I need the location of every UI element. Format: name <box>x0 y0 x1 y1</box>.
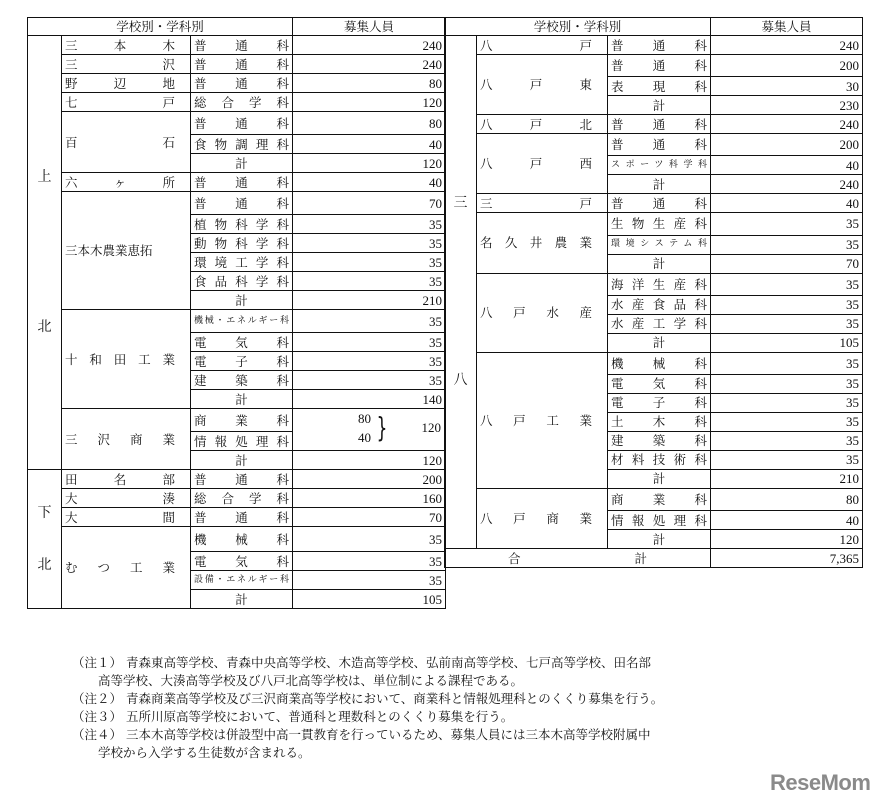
capacity-count: 200 <box>711 55 863 77</box>
school-name: 八戸水産 <box>480 305 592 321</box>
capacity-count: 240 <box>711 115 863 134</box>
table-row <box>28 112 446 135</box>
department-name: 普通科 <box>194 195 290 211</box>
department-cell <box>191 552 293 571</box>
grand-total-label <box>445 549 711 568</box>
capacity-count: 35 <box>293 253 446 272</box>
region-char: 下 <box>37 505 52 522</box>
school-name-cell <box>477 134 608 194</box>
department-name: 普通科 <box>611 116 708 132</box>
department-cell <box>191 470 293 489</box>
table-row <box>28 527 446 552</box>
department-cell <box>191 310 293 333</box>
department-name: 計 <box>235 292 248 308</box>
region-char: 北 <box>37 319 52 336</box>
department-cell <box>191 508 293 527</box>
capacity-count: 35 <box>711 374 863 393</box>
department-cell <box>608 77 711 96</box>
school-name-cell <box>62 55 191 74</box>
subtotal-label <box>191 590 293 609</box>
department-cell <box>191 36 293 55</box>
resemom-logo: ReseMom <box>770 770 871 795</box>
department-cell <box>191 234 293 253</box>
department-name: 計 <box>652 471 666 487</box>
department-cell <box>191 112 293 135</box>
department-name: スポーツ科学科 <box>611 159 708 170</box>
school-name: 八戸工業 <box>480 412 592 428</box>
capacity-count: 80 <box>293 112 446 135</box>
department-cell <box>191 173 293 192</box>
department-cell <box>191 352 293 371</box>
capacity-count: 40 <box>711 194 863 213</box>
capacity-count: 35 <box>293 571 446 590</box>
department-name: 建築科 <box>194 372 290 388</box>
school-name-cell <box>62 310 191 409</box>
subtotal-label <box>191 451 293 470</box>
capacity-count: 35 <box>293 234 446 253</box>
grand-total-value: 7,365 <box>711 549 863 568</box>
table-row <box>28 93 446 112</box>
school-name-cell <box>62 93 191 112</box>
header-capacity: 募集人員 <box>293 18 446 36</box>
school-name: 八戸商業 <box>480 511 592 527</box>
department-cell <box>608 156 711 175</box>
capacity-count: 120 <box>293 93 446 112</box>
department-name: 普通科 <box>194 471 290 487</box>
department-name: 電気科 <box>194 553 290 569</box>
capacity-table-right <box>444 17 863 568</box>
department-cell <box>191 135 293 154</box>
school-name: 三沢商業 <box>65 431 175 447</box>
table-row <box>28 508 446 527</box>
school-name: 八戸東 <box>480 77 592 93</box>
department-name: 商業科 <box>611 492 708 508</box>
department-name: 計 <box>652 176 666 192</box>
sub-count: 80 <box>358 411 372 427</box>
department-name: 普通科 <box>194 37 290 53</box>
department-cell <box>608 194 711 213</box>
subtotal-count: 70 <box>711 254 863 273</box>
department-name: 食品科学科 <box>194 273 290 289</box>
department-name: 情報処理科 <box>194 433 290 449</box>
department-name: 水産工学科 <box>611 316 708 332</box>
school-name: 百石 <box>65 134 175 150</box>
table-row <box>445 488 863 510</box>
capacity-count: 35 <box>293 352 446 371</box>
school-name-cell <box>477 194 608 213</box>
note-line: （注１） 青森東高等学校、青森中央高等学校、木造高等学校、弘前南高等学校、七戸高等学校、田名部 <box>72 655 651 670</box>
subtotal-count: 105 <box>293 590 446 609</box>
department-cell <box>608 55 711 77</box>
table-row <box>445 36 863 55</box>
region-char: 北 <box>37 556 52 573</box>
school-name: 大湊 <box>65 490 175 506</box>
school-name-cell <box>477 55 608 115</box>
school-name-cell <box>62 36 191 55</box>
department-cell <box>608 488 711 510</box>
department-name: 動物科学科 <box>194 235 290 251</box>
subtotal-count: 210 <box>293 291 446 310</box>
department-name: 情報処理科 <box>611 512 708 528</box>
capacity-count: 35 <box>711 412 863 431</box>
table-row <box>28 55 446 74</box>
subtotal-label <box>608 254 711 273</box>
school-name-cell <box>62 74 191 93</box>
capacity-count: 40 <box>293 135 446 154</box>
department-name: 電気科 <box>611 376 708 392</box>
department-cell <box>608 314 711 333</box>
capacity-count: 35 <box>711 273 863 295</box>
capacity-count: 240 <box>293 36 446 55</box>
school-name: 三戸 <box>480 195 592 211</box>
capacity-count: 40 <box>711 511 863 530</box>
department-cell <box>191 192 293 215</box>
department-name: 商業科 <box>194 412 290 428</box>
department-cell <box>191 432 293 451</box>
department-cell <box>191 253 293 272</box>
subtotal-count: 230 <box>711 96 863 115</box>
department-name: 電子科 <box>611 395 708 411</box>
table-row <box>28 36 446 55</box>
capacity-count: 240 <box>293 55 446 74</box>
department-cell <box>608 115 711 134</box>
department-name: 普通科 <box>611 195 708 211</box>
subtotal-count: 210 <box>711 469 863 488</box>
department-name: 普通科 <box>194 509 290 525</box>
capacity-count: 30 <box>711 77 863 96</box>
capacity-count: 40 <box>711 156 863 175</box>
school-name-cell <box>62 173 191 192</box>
department-name: 土木科 <box>611 414 708 430</box>
department-name: 植物科学科 <box>194 216 290 232</box>
department-cell <box>608 134 711 156</box>
region-char: 上 <box>37 169 52 186</box>
department-cell <box>608 36 711 55</box>
department-name: 普通科 <box>611 37 708 53</box>
department-name: 機械・エネルギー科 <box>194 315 290 326</box>
department-name: 普通科 <box>194 115 290 131</box>
capacity-count: 80 <box>293 74 446 93</box>
capacity-count: 70 <box>293 192 446 215</box>
table-row <box>445 55 863 77</box>
department-name: 機械科 <box>611 355 708 371</box>
department-cell <box>608 213 711 235</box>
school-name-cell <box>62 470 191 489</box>
school-name: 六ヶ所 <box>65 174 175 190</box>
combined-count: 120 <box>421 420 442 436</box>
capacity-count: 200 <box>711 134 863 156</box>
department-name: 環境システム科 <box>611 239 708 250</box>
department-cell <box>608 393 711 412</box>
department-name: 計 <box>235 391 248 407</box>
brace-icon: } <box>376 411 388 445</box>
department-name: 計 <box>652 335 666 351</box>
department-cell <box>191 489 293 508</box>
department-name: 食物調理科 <box>194 136 290 152</box>
header-school-dept: 学校別・学科別 <box>445 18 711 36</box>
school-name: むつ工業 <box>65 560 175 576</box>
department-name: 計 <box>652 531 666 547</box>
table-row <box>445 134 863 156</box>
table-row <box>445 213 863 235</box>
header-school-dept: 学校別・学科別 <box>28 18 293 36</box>
department-name: 計 <box>235 591 248 607</box>
capacity-count: 35 <box>711 431 863 450</box>
school-name-cell <box>477 352 608 488</box>
school-name: 八戸北 <box>480 116 592 132</box>
school-name-cell <box>477 115 608 134</box>
school-name: 大間 <box>65 509 175 525</box>
capacity-count: 40 <box>293 173 446 192</box>
table-row <box>28 470 446 489</box>
school-name: 八戸 <box>480 37 592 53</box>
department-name: 電子科 <box>194 353 290 369</box>
region-char: 三 <box>453 195 468 212</box>
table-row <box>28 409 446 432</box>
capacity-count: 35 <box>293 371 446 390</box>
school-name: 田名部 <box>65 471 175 487</box>
capacity-count: 35 <box>293 527 446 552</box>
department-name: 電気科 <box>194 334 290 350</box>
note-line: 学校から入学する生徒数が含まれる。 <box>98 745 311 760</box>
school-name-cell <box>477 213 608 273</box>
capacity-count: 35 <box>293 310 446 333</box>
department-name: 普通科 <box>194 75 290 91</box>
department-name: 材料技術科 <box>611 452 708 468</box>
department-cell <box>608 412 711 431</box>
capacity-count: 35 <box>711 295 863 314</box>
capacity-count: 35 <box>293 272 446 291</box>
school-name-cell <box>62 192 191 310</box>
table-row <box>28 192 446 215</box>
department-cell <box>608 352 711 374</box>
subtotal-count: 140 <box>293 390 446 409</box>
capacity-count: 160 <box>293 489 446 508</box>
table-row <box>445 352 863 374</box>
subtotal-count: 105 <box>711 333 863 352</box>
department-cell <box>191 333 293 352</box>
department-name: 普通科 <box>611 137 708 153</box>
school-name: 三本木 <box>65 37 175 53</box>
department-name: 表現科 <box>611 78 708 94</box>
department-cell <box>191 93 293 112</box>
department-name: 計 <box>652 97 666 113</box>
department-name: 機械科 <box>194 531 290 547</box>
subtotal-label <box>608 469 711 488</box>
school-name-cell <box>477 488 608 548</box>
table-row <box>28 489 446 508</box>
school-name: 十和田工業 <box>65 351 175 367</box>
department-name: 計 <box>652 256 666 272</box>
school-name-cell <box>477 36 608 55</box>
department-name: 計 <box>235 155 248 171</box>
department-name: 普通科 <box>194 174 290 190</box>
department-cell <box>608 235 711 254</box>
school-name: 野辺地 <box>65 75 175 91</box>
department-cell <box>608 450 711 469</box>
department-name: 水産食品科 <box>611 297 708 313</box>
note-line: （注２） 青森商業高等学校及び三沢商業高等学校において、商業科と情報処理科とのくくり募集を行う。 <box>72 691 664 706</box>
table-row <box>28 74 446 93</box>
note-line: 高等学校、大湊高等学校及び八戸北高等学校は、単位制による課程である。 <box>98 673 524 688</box>
region-cell <box>28 470 62 609</box>
subtotal-label <box>608 96 711 115</box>
capacity-count: 35 <box>711 393 863 412</box>
capacity-count: 80 <box>711 488 863 510</box>
subtotal-count: 120 <box>293 451 446 470</box>
note-line: （注４） 三本木高等学校は併設型中高一貫教育を行っているため、募集人員には三本木高等学校附属中 <box>72 727 651 742</box>
subtotal-label <box>608 530 711 549</box>
department-cell <box>191 55 293 74</box>
table-row <box>28 310 446 333</box>
school-name: 八戸西 <box>480 156 592 172</box>
notes <box>72 654 663 762</box>
table-row <box>28 173 446 192</box>
capacity-table-left <box>27 17 446 609</box>
grand-total-row <box>445 549 863 568</box>
department-cell <box>608 511 711 530</box>
region-cell <box>28 36 62 470</box>
subtotal-count: 240 <box>711 175 863 194</box>
subtotal-count: 120 <box>711 530 863 549</box>
school-name-cell <box>62 489 191 508</box>
header-capacity: 募集人員 <box>711 18 863 36</box>
capacity-count: 200 <box>293 470 446 489</box>
subtotal-count: 120 <box>293 154 446 173</box>
department-name: 設備・エネルギー科 <box>194 574 290 585</box>
department-name: 建築科 <box>611 433 708 449</box>
sub-count: 40 <box>358 430 372 446</box>
capacity-count: 35 <box>711 314 863 333</box>
department-name: 環境工学科 <box>194 254 290 270</box>
department-cell <box>191 272 293 291</box>
department-cell <box>608 295 711 314</box>
capacity-count: 35 <box>711 450 863 469</box>
capacity-count: 240 <box>711 36 863 55</box>
capacity-count: 35 <box>293 333 446 352</box>
region-char: 八 <box>453 371 468 388</box>
region-cell <box>445 36 477 549</box>
school-name-cell <box>62 508 191 527</box>
capacity-count: 35 <box>711 213 863 235</box>
department-cell <box>191 571 293 590</box>
department-cell <box>608 431 711 450</box>
table-row <box>445 273 863 295</box>
department-name: 海洋生産科 <box>611 276 708 292</box>
grand-total-label-a: 合 <box>508 550 521 566</box>
capacity-count: 35 <box>293 552 446 571</box>
school-name-cell <box>62 112 191 173</box>
capacity-count: 35 <box>293 215 446 234</box>
school-name: 三沢 <box>65 56 175 72</box>
department-cell <box>191 371 293 390</box>
subtotal-label <box>191 154 293 173</box>
school-name: 三本木農業恵拓 <box>65 243 153 259</box>
department-name: 普通科 <box>194 56 290 72</box>
department-name: 生物生産科 <box>611 216 708 232</box>
note-line: （注３） 五所川原高等学校において、普通科と理数科とのくくり募集を行う。 <box>72 709 514 724</box>
department-cell <box>608 273 711 295</box>
department-cell <box>191 74 293 93</box>
school-name-cell <box>62 527 191 609</box>
department-name: 総合学科 <box>194 94 290 110</box>
department-cell <box>191 215 293 234</box>
grand-total-label-b: 計 <box>634 550 648 566</box>
department-cell <box>608 374 711 393</box>
school-name-cell <box>477 273 608 352</box>
capacity-count: 35 <box>711 352 863 374</box>
subtotal-label <box>608 175 711 194</box>
bracket-count-cell <box>293 409 446 451</box>
department-name: 総合学科 <box>194 490 290 506</box>
school-name-cell <box>62 409 191 470</box>
school-name: 名久井農業 <box>480 235 592 251</box>
table-row <box>445 194 863 213</box>
school-name: 七戸 <box>65 94 175 110</box>
department-name: 普通科 <box>611 58 708 74</box>
department-name: 計 <box>235 452 248 468</box>
subtotal-label <box>191 291 293 310</box>
department-cell <box>191 409 293 432</box>
department-cell <box>191 527 293 552</box>
subtotal-label <box>608 333 711 352</box>
table-row <box>445 115 863 134</box>
subtotal-label <box>191 390 293 409</box>
capacity-count: 35 <box>711 235 863 254</box>
capacity-count: 70 <box>293 508 446 527</box>
